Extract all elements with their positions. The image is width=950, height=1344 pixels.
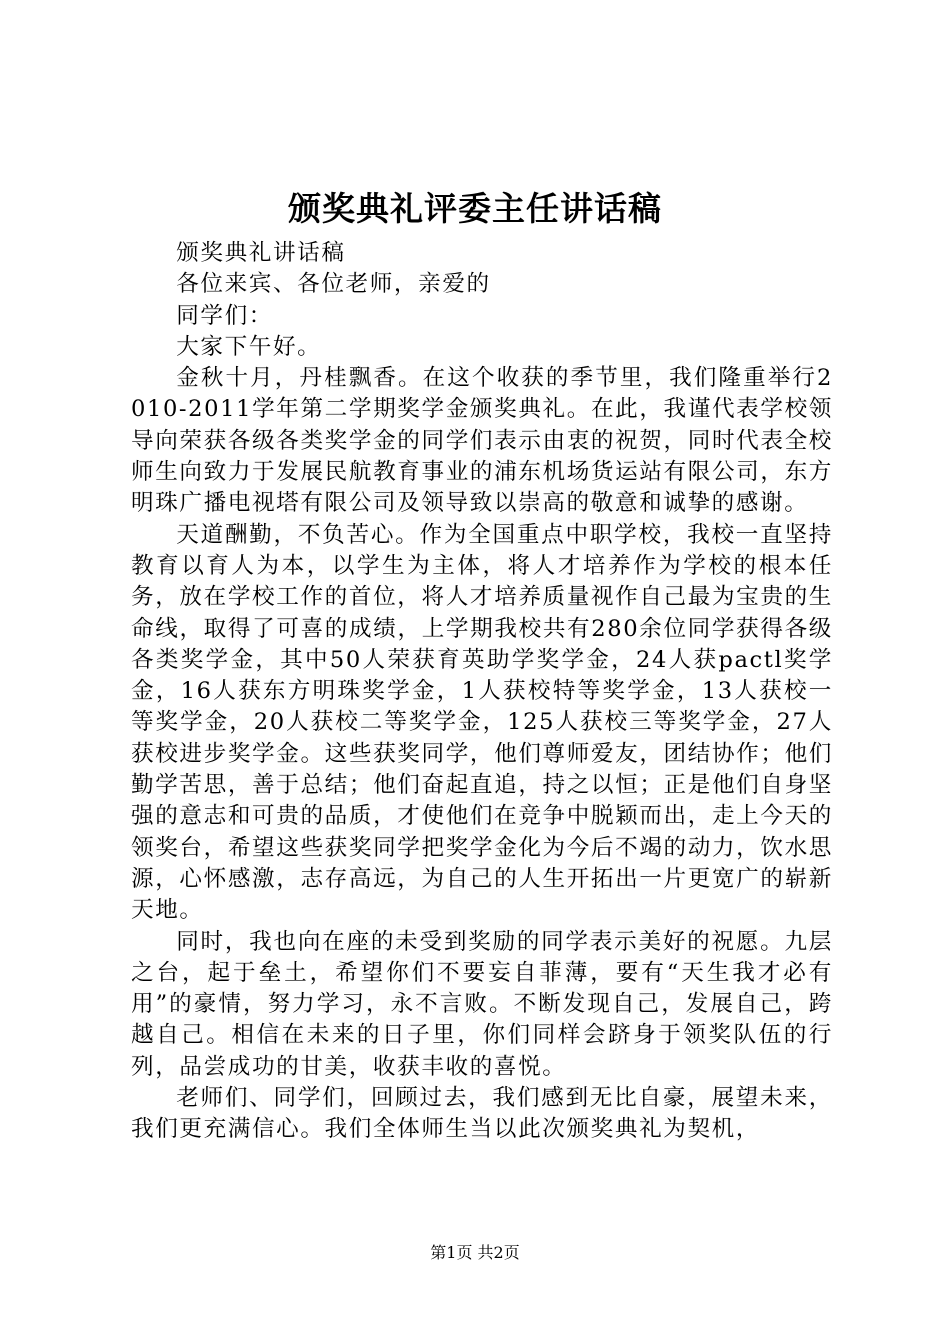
page-footer: 第1页 共2页: [430, 1243, 520, 1262]
paragraph-subtitle: 颁奖典礼讲话稿: [176, 240, 346, 266]
paragraph-achievements: 天道酬勤，不负苦心。作为全国重点中职学校，我校一直坚持教育以育人为本，以学生为主体，将人才培养作为学校的根本任务，放在学校工作的首位，将人才培养质量视作自己最为宝贵的生命线，取得了可喜的成绩，上学期我校共有280余位同学获得各级各类奖学金，其中50人荣获育英助学奖学金，24人获pactl奖学金，16人获东方明珠奖学金，1人获校特等奖学金，13人获校一等奖学金，20人获校二等奖学金，125人获校三等奖学金，27人获校进步奖学金。这些获奖同学，他们尊师爱友，团结协作；他们勤学苦思，善于总结；他们奋起直追，持之以恒；正是他们自身坚强的意志和可贵的品质，才使他们在竞争中脱颖而出，走上今天的领奖台，希望这些获奖同学把奖学金化为今后不竭的动力，饮水思源，心怀感激，志存高远，为自己的人生开拓出一片更宽广的崭新天地。: [131, 521, 833, 924]
paragraph-opening: 金秋十月，丹桂飘香。在这个收获的季节里，我们隆重举行2010-2011学年第二学期奖学金颁奖典礼。在此，我谨代表学校领导向荣获各级各类奖学金的同学们表示由衷的祝贺，同时代表全校师生向致力于发展民航教育事业的浦东机场货运站有限公司，东方明珠广播电视塔有限公司及领导致以崇高的敬意和诚挚的感谢。: [131, 365, 833, 517]
paragraph-greeting: 大家下午好。: [176, 333, 322, 360]
paragraph-salutation: 各位来宾、各位老师，亲爱的: [176, 271, 491, 298]
paragraph-salutation-continued: 同学们：: [176, 302, 273, 329]
paragraph-closing: 老师们、同学们，回顾过去，我们感到无比自豪，展望未来，我们更充满信心。我们全体师生当以此次颁奖典礼为契机，: [131, 1085, 833, 1143]
document-body: [131, 238, 833, 1146]
paragraph-encouragement: 同时，我也向在座的未受到奖励的同学表示美好的祝愿。九层之台，起于垒土，希望你们不要妄自菲薄，要有“天生我才必有用”的豪情，努力学习，永不言败。不断发现自己，发展自己，跨越自己。相信在未来的日子里，你们同样会跻身于领奖队伍的行列，品尝成功的甘美，收获丰收的喜悦。: [131, 928, 833, 1080]
document-title: 颁奖典礼评委主任讲话稿: [288, 189, 662, 228]
